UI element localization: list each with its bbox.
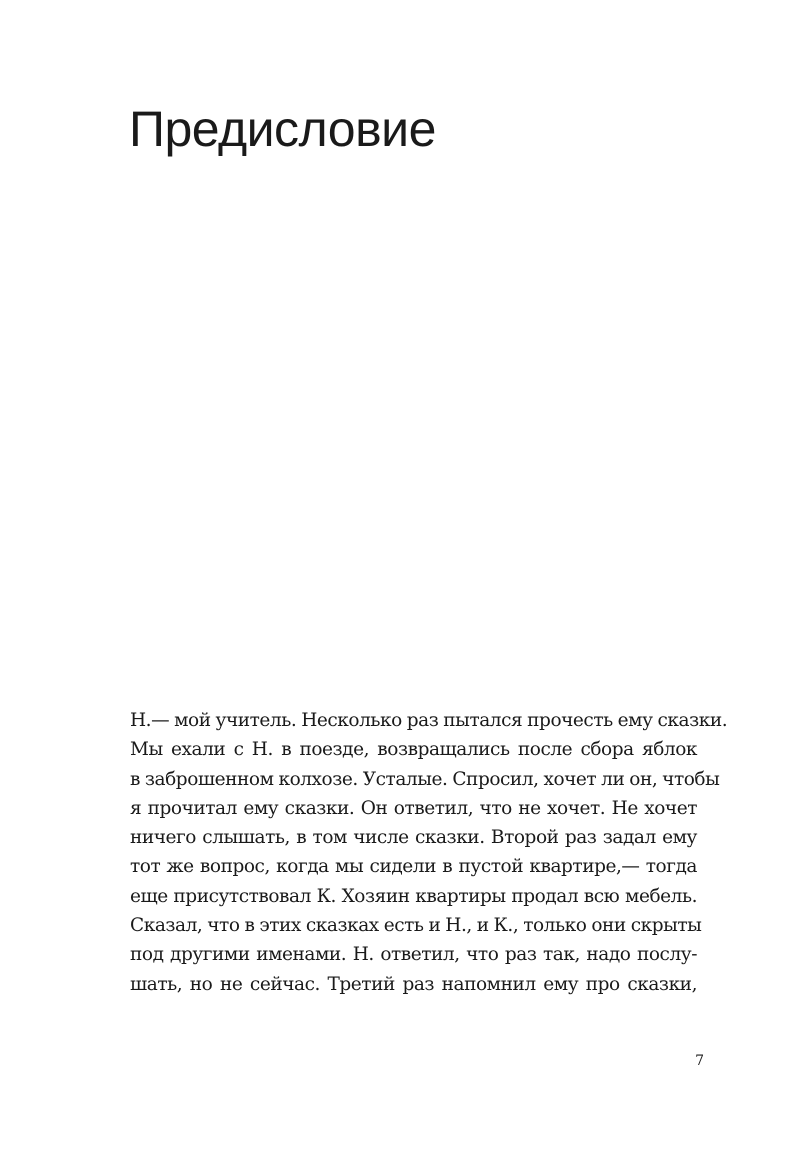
body-paragraph — [130, 706, 728, 999]
page-number: 7 — [695, 1053, 704, 1069]
text-line: в заброшенном колхозе. Усталые. Спросил, хочет ли он, чтобы — [130, 768, 720, 790]
text-line: Н.— мой учитель. Несколько раз пытался прочесть ему сказки. — [130, 710, 728, 731]
text-line: Мы ехали с Н. в поезде, возвращались после сбора яблок — [130, 739, 697, 761]
text-line: я прочитал ему сказки. Он ответил, что не хочет. Не хочет — [130, 797, 697, 819]
text-line: под другими именами. Н. ответил, что раз так, надо послу- — [130, 944, 697, 966]
text-line: шать, но не сейчас. Третий раз напомнил ему про сказки, — [130, 973, 697, 995]
chapter-title: Предисловие — [129, 101, 436, 157]
text-line: ничего слышать, в том числе сказки. Второй раз задал ему — [130, 827, 697, 849]
text-line: еще присутствовал К. Хозяин квартиры продал всю мебель. — [130, 885, 697, 907]
text-line: Сказал, что в этих сказках есть и Н., и К., только они скрыты — [130, 915, 702, 937]
text-line: тот же вопрос, когда мы сидели в пустой квартире,— тогда — [130, 856, 697, 878]
